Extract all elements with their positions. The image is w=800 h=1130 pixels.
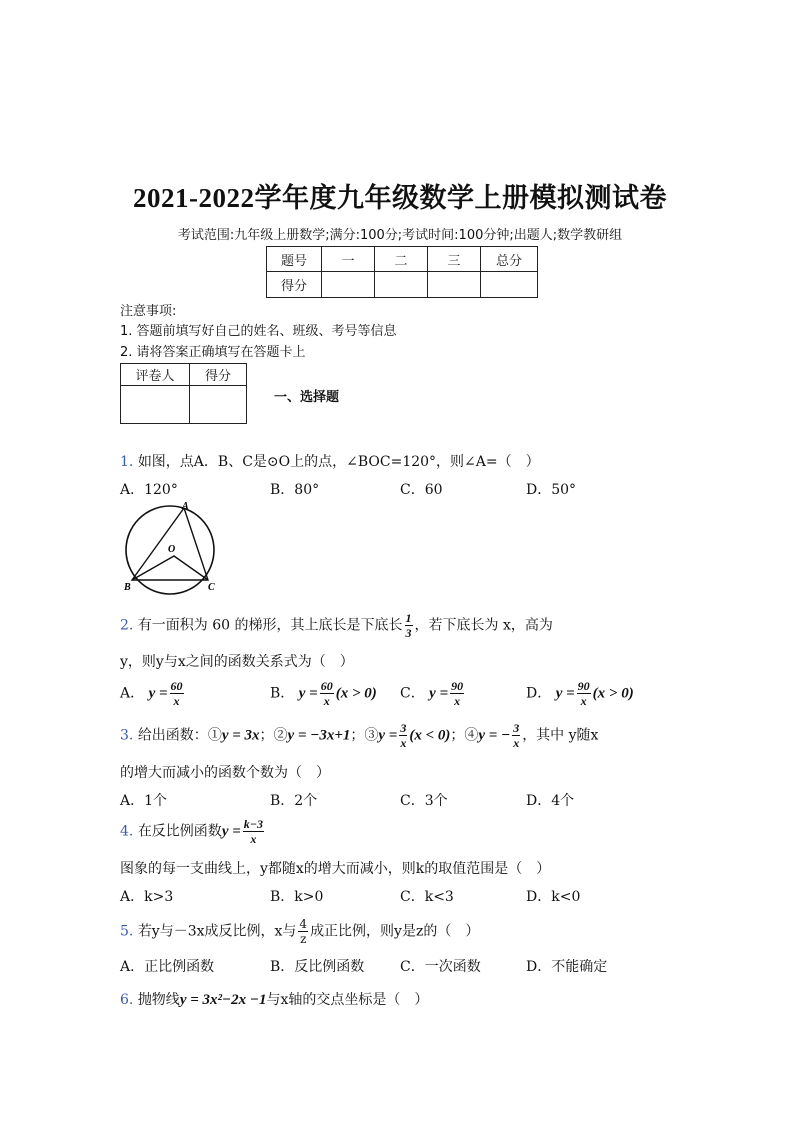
score-header-cell: 总分 [481,247,538,272]
label-c: C [208,582,215,593]
note-item: 2. 请将答案正确填写在答题卡上 [120,345,306,360]
option-c: C．一次函数 [400,959,481,975]
grader-label-cell: 评卷人 [121,364,190,386]
question-1 [120,451,540,471]
question-text-line2: 的增大而减小的函数个数为（ ） [120,765,330,781]
score-table [266,246,538,298]
score-header-cell: 题号 [267,247,322,272]
question-number: 2. [120,617,134,634]
option-c: C．k<3 [400,889,454,905]
exam-meta: 考试范围:九年级上册数学;满分:100分;考试时间:100分钟;出题人;数学教研组 [177,228,623,243]
score-input-cell[interactable] [428,272,481,298]
question-text-line2: 图象的每一支曲线上，y都随x的增大而减小，则k的取值范围是（ ） [120,861,551,877]
option-d: D． y = $\frac{90}{x}$ (x > 0) [526,679,634,708]
question-number: 3. [120,727,134,744]
question-text: ，若下底长为 x，高为 [414,617,553,634]
option-d: D．k<0 [526,889,581,905]
option-c: C．60 [400,482,443,498]
option-c: C． y = $\frac{90}{x}$ [400,679,464,708]
note-item: 1. 答题前填写好自己的姓名、班级、考号等信息 [120,324,397,339]
fraction: $\frac{3}{x}$ [513,721,520,750]
score-header-cell: 二 [375,247,428,272]
score-input-cell[interactable] [481,272,538,298]
notes-heading: 注意事项: [120,304,177,319]
question-text: 有一面积为 60 的梯形，其上底长是下底长 [137,617,403,634]
fraction: $\frac{3}{x}$ [400,721,407,750]
fraction: $\frac{60}{x}$ [170,679,183,708]
section-title: 一、选择题 [274,390,340,405]
fraction: $\frac{90}{x}$ [451,679,464,708]
question-3: 3. 给出函数：①y = 3x；②y = −3x+1；③y = $\frac{3}{x}$ (x < 0)；④y = − $\frac{3}{x}$ ，其中 y随x [120,721,599,750]
question-text-line2: y，则y与x之间的函数关系式为（ ） [120,654,354,670]
fraction: $\frac{1}{3}$ [405,611,412,640]
score-header-cell: 一 [322,247,375,272]
option-a: A．1个 [120,793,168,809]
option-a: A． y = $\frac{60}{x}$ [120,679,183,708]
page-title: 2021-2022学年度九年级数学上册模拟测试卷 [133,183,667,213]
circle-figure [118,500,224,596]
option-b: B．k>0 [270,889,324,905]
option-c: C．3个 [400,793,448,809]
score-input-cell[interactable] [375,272,428,298]
score-input-cell[interactable] [322,272,375,298]
question-6: 6. 抛物线y = 3x²−2x −1与x轴的交点坐标是（ ） [120,992,429,1008]
grader-input-cell[interactable] [121,386,190,424]
option-a: A．正比例函数 [120,959,215,975]
option-b: B．2个 [270,793,318,809]
grader-input-cell[interactable] [190,386,247,424]
question-number: 1. [120,454,134,470]
label-a: A [182,501,189,512]
option-d: D．不能确定 [526,959,608,975]
option-b: B． y = $\frac{60}{x}$ (x > 0) [270,679,377,708]
fraction: $\frac{60}{x}$ [320,679,333,708]
question-number: 4. [120,823,134,840]
fraction: $\frac{90}{x}$ [577,679,590,708]
label-o: O [168,544,176,555]
score-header-cell: 三 [428,247,481,272]
option-d: D．4个 [526,793,575,809]
option-b: B．反比例函数 [270,959,365,975]
option-b: B．80° [270,482,320,498]
radii-ob-oc [132,556,208,580]
question-number: 6. [120,992,134,1008]
question-5: 5. 若y与－3x成反比例，x与 $\frac{4}{z}$ 成正比例，则y是z的（ ） [120,917,480,946]
option-a: A．k>3 [120,889,174,905]
question-number: 5. [120,923,134,940]
fraction: $\frac{k-3}{x}$ [243,817,264,846]
question-text: 如图，点A．B、C是⊙O上的点，∠BOC=120°，则∠A=（ ） [137,454,540,470]
label-b: B [124,582,131,593]
grader-table [120,363,247,424]
question-2 [120,612,553,639]
fraction: $\frac{4}{z}$ [299,917,308,946]
option-a: A．120° [120,482,178,498]
grader-label-cell: 得分 [190,364,247,386]
option-d: D．50° [526,482,577,498]
question-4: 4. 在反比例函数y = $\frac{k-3}{x}$ [120,817,264,846]
score-label-cell: 得分 [267,272,322,298]
